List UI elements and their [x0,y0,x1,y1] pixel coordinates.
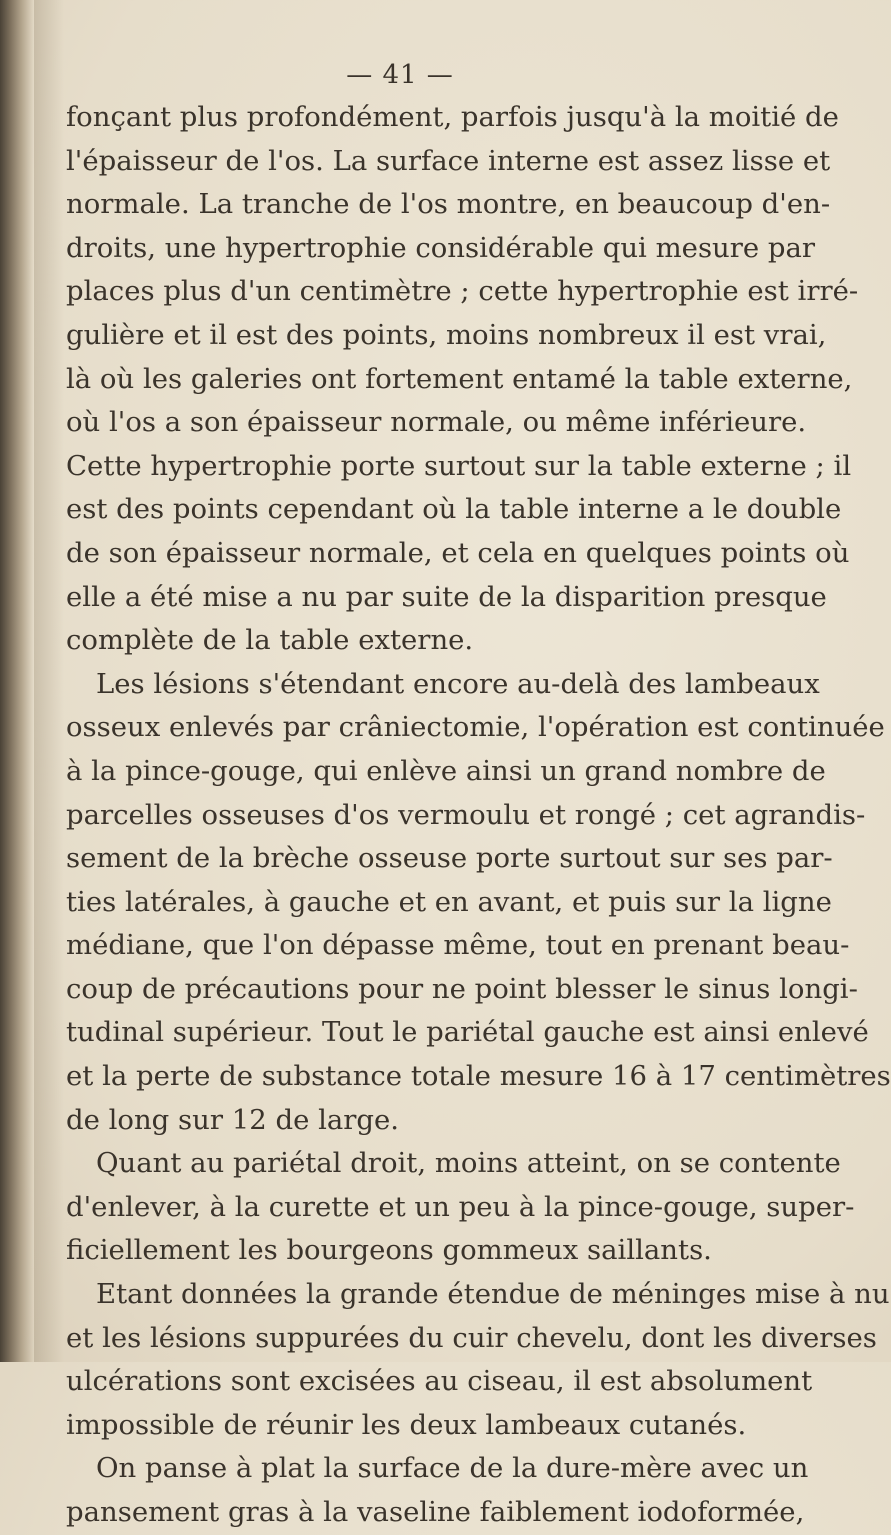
text-line: places plus d'un centimètre ; cette hypertrophie est irré- [66,275,859,308]
text-line: et les lésions suppurées du cuir chevelu, dont les diverses [66,1321,877,1354]
page-binding-shadow [34,0,64,1362]
text-line: elle a été mise a nu par suite de la disparition presque [66,580,827,613]
text-line: parcelles osseuses d'os vermoulu et rongé ; cet agrandis- [66,798,866,831]
paragraph-start-line: On panse à plat la surface de la dure-mère avec un [96,1452,809,1485]
paragraph-end-line: ficiellement les bourgeons gommeux saillants. [66,1234,712,1267]
text-line: fonçant plus profondément, parfois jusqu'à la moitié de [66,101,839,133]
text-line: gulière et il est des points, moins nombreux il est vrai, [66,318,827,351]
body-text [66,96,891,1535]
paragraph-end-line: de long sur 12 de large. [66,1103,400,1136]
text-line: médiane, que l'on dépasse même, tout en prenant beau- [66,929,850,962]
text-line: où l'os a son épaisseur normale, ou même inférieure. [66,406,807,439]
text-line: est des points cependant où la table interne a le double [66,493,842,526]
text-line: osseux enlevés par crâniectomie, l'opération est continuée [66,711,885,744]
text-line: à la pince-gouge, qui enlève ainsi un grand nombre de [66,754,826,787]
text-line: ties latérales, à gauche et en avant, et puis sur la ligne [66,885,832,918]
text-line: tudinal supérieur. Tout le pariétal gauche est ainsi enlevé [66,1016,869,1049]
text-line: l'épaisseur de l'os. La surface interne est assez lisse et [66,144,831,177]
text-line: sement de la brèche osseuse porte surtout sur ses par- [66,842,833,875]
text-line: normale. La tranche de l'os montre, en beaucoup d'en- [66,188,831,221]
text-line: d'enlever, à la curette et un peu à la pince-gouge, super- [66,1190,855,1223]
text-line: là où les galeries ont fortement entamé la table externe, [66,362,853,395]
paragraph-end-line: complète de la table externe. [66,624,474,657]
paragraph-start-line: Les lésions s'étendant encore au-delà des lambeaux [96,667,820,700]
page-binding-edge [0,0,34,1362]
text-line: pansement gras à la vaseline faiblement iodoformée, [66,1496,805,1528]
paragraph-start-line: Quant au pariétal droit, moins atteint, on se contente [96,1147,841,1180]
text-line: ulcérations sont excisées au ciseau, il est absolument [66,1365,813,1398]
text-line: de son épaisseur normale, et cela en quelques points où [66,536,850,569]
page-number: — 41 — [346,60,454,90]
paragraph-start-line: Etant données la grande étendue de méninges mise à nu [96,1278,890,1311]
text-line: coup de précautions pour ne point blesser le sinus longi- [66,972,858,1005]
text-line: droits, une hypertrophie considérable qui mesure par [66,231,816,264]
paragraph-end-line: impossible de réunir les deux lambeaux cutanés. [66,1408,747,1441]
text-line: et la perte de substance totale mesure 16 à 17 centimètres [66,1060,891,1093]
text-line: Cette hypertrophie porte surtout sur la table externe ; il [66,449,852,482]
